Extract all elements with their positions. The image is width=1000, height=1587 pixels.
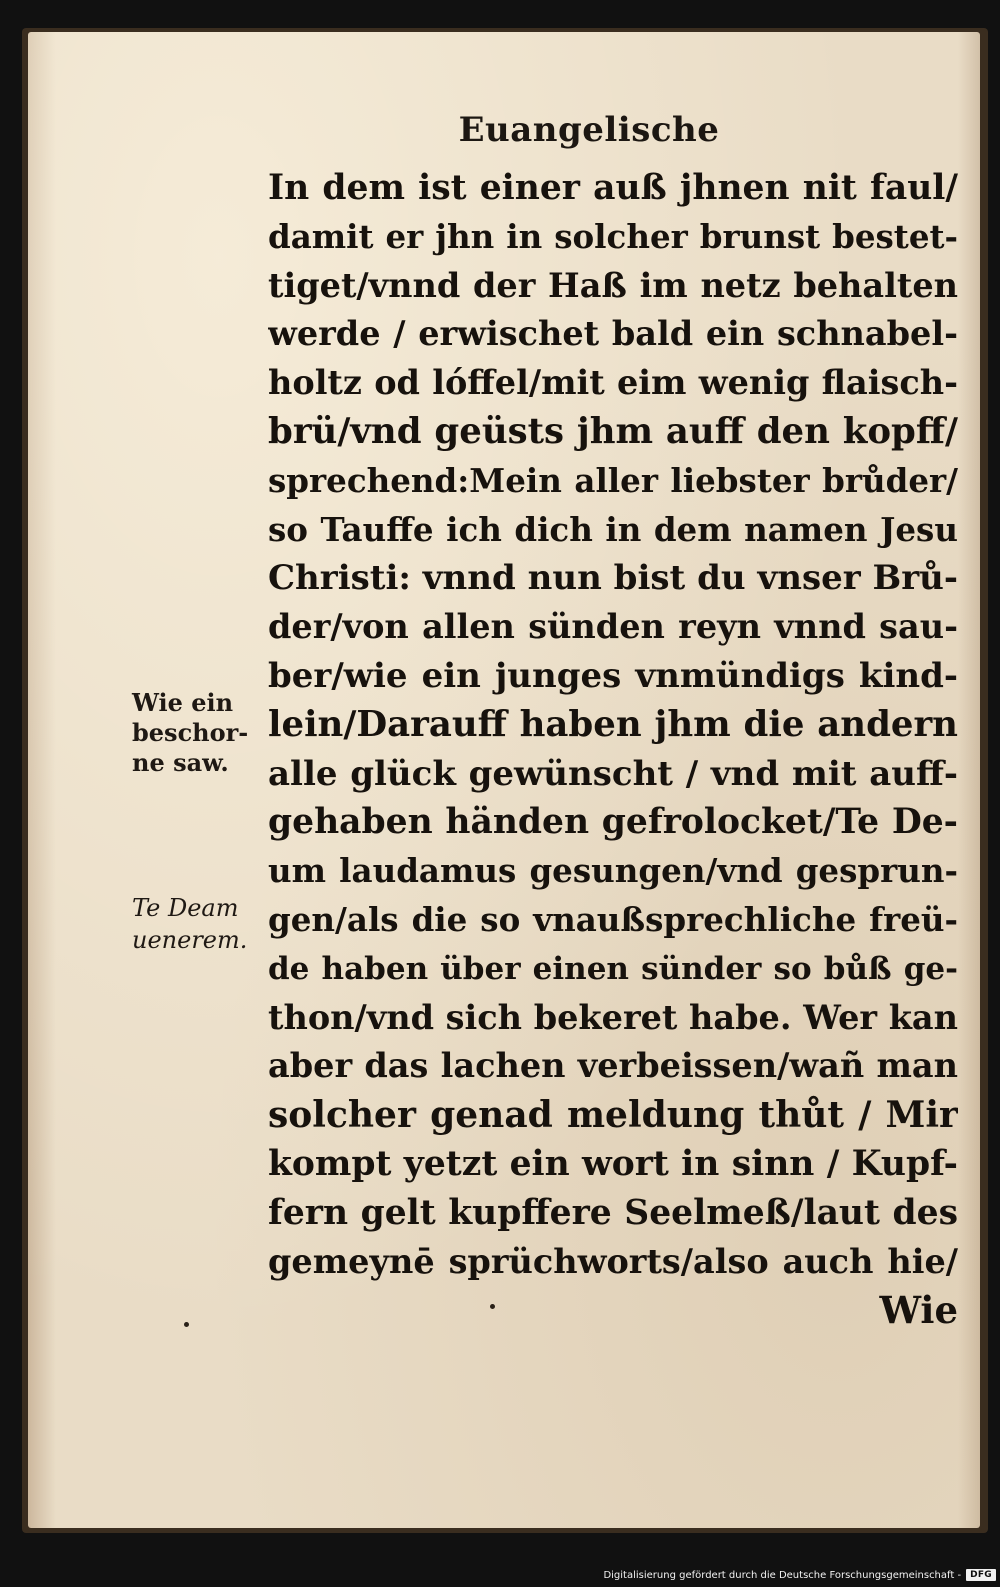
ink-speck (490, 1304, 495, 1309)
credit-text: Digitalisierung gefördert durch die Deutsche Forschungsgemeinschaft - (603, 1569, 962, 1581)
body-text (268, 164, 958, 1335)
text-line: gemeynē sprüchworts/also auch hie/ (268, 1241, 958, 1281)
text-line: gehaben händen gefrolocket/Te De- (268, 802, 958, 843)
margin-note (132, 688, 272, 778)
catchword: Wie (879, 1288, 958, 1333)
text-line: holtz od lóffel/mit eim wenig flaisch- (268, 363, 958, 403)
text-line: lein/Darauff haben jhm die andern (268, 703, 958, 745)
text-line: so Tauffe ich dich in dem namen Jesu (268, 509, 958, 549)
margin-note-line: uenerem. (132, 926, 248, 954)
digitization-credit (603, 1569, 996, 1581)
margin-note-line: ne saw. (132, 748, 229, 777)
margin-note-line: Te Deam (132, 894, 239, 922)
text-line: solcher genad meldung thůt / Mir (268, 1094, 958, 1137)
text-line: thon/vnd sich bekeret habe. Wer kan (268, 997, 958, 1037)
dfg-logo: DFG (966, 1569, 996, 1581)
text-line: gen/als die so vnaußsprechliche freü- (268, 899, 958, 939)
text-line: der/von allen sünden reyn vnnd sau- (268, 607, 958, 647)
text-line: kompt yetzt ein wort in sinn / Kupf- (268, 1143, 958, 1184)
margin-note-line: beschor- (132, 718, 249, 747)
text-line: brü/vnd geüsts jhm auff den kopff/ (268, 410, 958, 452)
margin-note-line: Wie ein (132, 688, 234, 717)
text-line: de haben über einen sünder so bůß ge- (268, 950, 958, 987)
text-line: aber das lachen verbeissen/wañ man (268, 1046, 958, 1086)
text-line: werde / erwischet bald ein schnabel- (268, 314, 958, 354)
text-line: ber/wie ein junges vnmündigs kind- (268, 655, 958, 696)
text-line: tiget/vnnd der Haß im netz behalten (268, 265, 958, 305)
ink-speck (184, 1322, 189, 1327)
book-page (28, 32, 980, 1528)
text-line: damit er jhn in solcher brunst bestet- (268, 216, 958, 256)
running-head: Euangelische (458, 110, 720, 150)
text-line: um laudamus gesungen/vnd gesprun- (268, 851, 958, 891)
text-line: fern gelt kupffere Seelmeß/laut des (268, 1192, 958, 1233)
text-line: sprechend:Mein aller liebster brůder/ (268, 460, 958, 500)
text-line: Christi: vnnd nun bist du vnser Brů- (268, 558, 958, 599)
text-line: In dem ist einer auß jhnen nit faul/ (268, 168, 958, 208)
text-line: alle glück gewünscht / vnd mit auff- (268, 753, 958, 794)
margin-note (132, 892, 272, 956)
